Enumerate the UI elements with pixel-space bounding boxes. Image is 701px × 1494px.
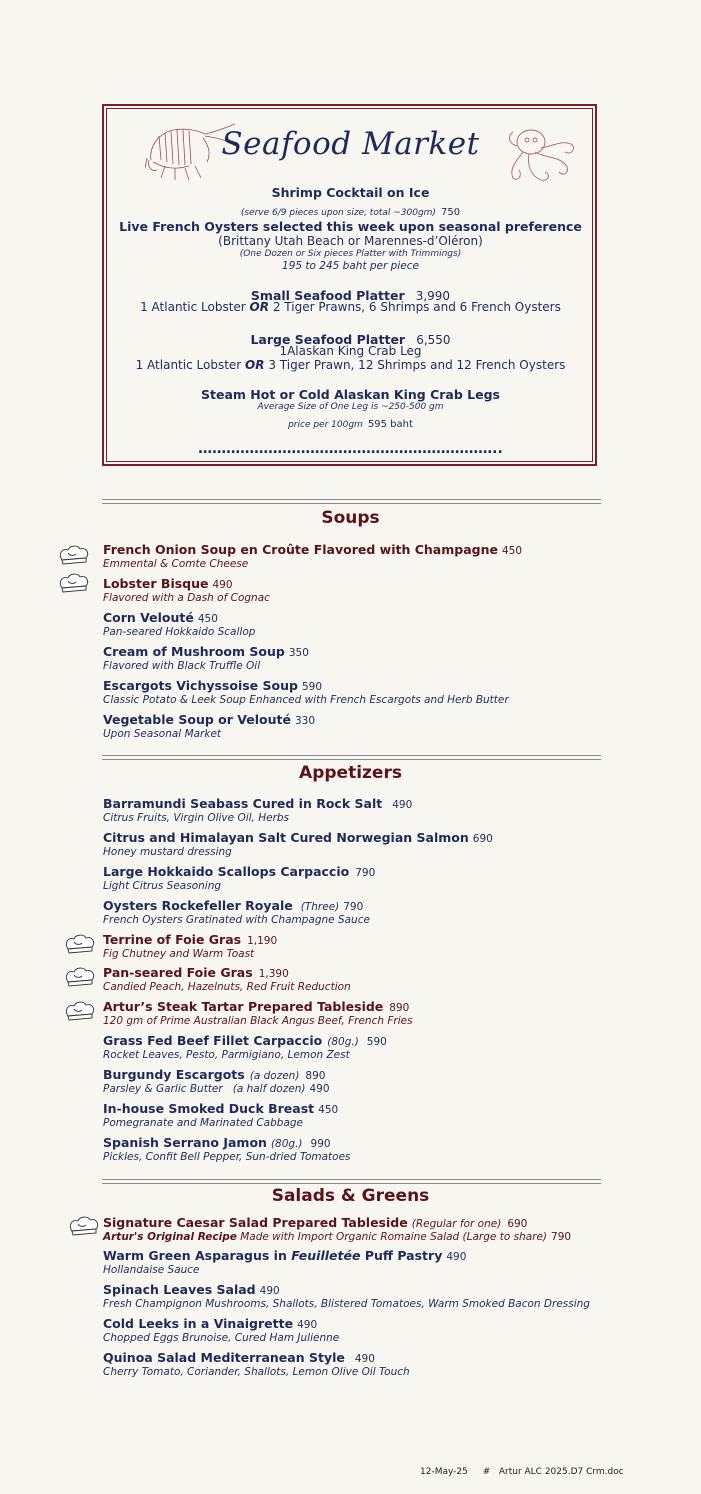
salad-price: 690 — [507, 1218, 528, 1230]
appetizer-item — [103, 999, 663, 1027]
appetizers-divider — [102, 755, 601, 760]
small-platter-or: OR — [249, 300, 269, 314]
salad-name-italic: Feuilletée — [291, 1248, 361, 1263]
salad-item — [103, 1248, 663, 1276]
appetizer-name: Oysters Rockefeller Royale — [103, 898, 293, 913]
large-platter-or: OR — [245, 358, 265, 372]
appetizer-desc: 120 gm of Prime Australian Black Angus Beef, French Fries — [103, 1015, 413, 1027]
large-platter-desc — [0, 358, 701, 372]
appetizer-price: 450 — [318, 1104, 339, 1116]
soup-item — [103, 576, 663, 604]
small-platter-desc — [0, 300, 701, 314]
soup-price: 490 — [212, 579, 233, 591]
appetizer-price: 990 — [310, 1138, 331, 1150]
appetizer-price: 1,390 — [258, 968, 289, 980]
appetizer-item — [103, 898, 663, 926]
appetizer-desc: Honey mustard dressing — [103, 846, 232, 858]
appetizer-qualifier: (80g.) — [270, 1138, 303, 1150]
small-platter-name: Small Seafood Platter — [250, 288, 405, 303]
oysters-price-line: 195 to 245 baht per piece — [282, 260, 419, 272]
salad-desc: Hollandaise Sauce — [103, 1264, 200, 1276]
salad-name-end: Puff Pastry — [364, 1248, 443, 1263]
soup-item — [103, 610, 663, 638]
salad-desc: Fresh Champignon Mushrooms, Shallots, Blistered Tomatoes, Warm Smoked Bacon Dressing — [103, 1298, 590, 1310]
soup-item — [103, 712, 663, 740]
shrimp-cocktail-price: 750 — [441, 207, 461, 218]
salad-item — [103, 1215, 663, 1243]
crab-legs-name: Steam Hot or Cold Alaskan King Crab Legs — [201, 387, 500, 402]
appetizer-price: 890 — [389, 1002, 410, 1014]
footer-date: 12-May-25 — [420, 1467, 468, 1477]
small-platter-price: 3,990 — [415, 289, 451, 303]
soup-desc: Flavored with Black Truffle Oil — [103, 660, 261, 672]
appetizer-item — [103, 796, 663, 824]
soup-item — [103, 542, 663, 570]
salads-title: Salads & Greens — [271, 1186, 430, 1206]
salad-name: Warm Green Asparagus in — [103, 1248, 287, 1263]
appetizer-desc: Citrus Fruits, Virgin Olive Oil, Herbs — [103, 812, 290, 824]
soup-desc: Classic Potato & Leek Soup Enhanced with French Escargots and Herb Butter — [103, 694, 509, 706]
soup-desc: Pan-seared Hokkaido Scallop — [103, 626, 256, 638]
appetizer-desc-text: Parsley & Garlic Butter (a half dozen) — [103, 1083, 306, 1095]
appetizer-name: In-house Smoked Duck Breast — [103, 1101, 315, 1116]
crab-legs-price-label: price per 100gm — [288, 420, 363, 430]
appetizer-desc: Candied Peach, Hazelnuts, Red Fruit Reduction — [103, 981, 351, 993]
soup-desc: Upon Seasonal Market — [103, 728, 222, 740]
appetizer-item — [103, 830, 663, 858]
chef-hat-icon — [68, 1215, 100, 1237]
salad-desc-price: 790 — [551, 1231, 572, 1243]
chef-hat-icon — [58, 544, 90, 566]
salad-desc-bold: Artur's Original Recipe — [103, 1231, 237, 1243]
chef-hat-icon — [58, 572, 90, 594]
appetizer-qualifier: (80g.) — [327, 1036, 359, 1048]
soup-name: Corn Velouté — [103, 610, 194, 625]
soup-name: Lobster Bisque — [103, 576, 209, 591]
appetizer-item — [103, 1101, 663, 1129]
appetizer-price: 790 — [355, 867, 376, 879]
appetizer-desc-price: 490 — [309, 1083, 330, 1095]
soup-price: 450 — [501, 545, 523, 557]
appetizer-desc: French Oysters Gratinated with Champagne Sauce — [103, 914, 370, 926]
appetizer-price: 590 — [366, 1036, 387, 1048]
appetizer-desc: Light Citrus Seasoning — [103, 880, 222, 892]
oysters-note: (One Dozen or Six pieces Platter with Trimmings) — [239, 249, 462, 259]
crab-legs-price-line — [0, 412, 701, 431]
appetizer-qualifier: (a dozen) — [249, 1070, 300, 1082]
appetizer-price: 790 — [343, 901, 364, 913]
soup-name: Vegetable Soup or Velouté — [103, 712, 291, 727]
large-platter-name: Large Seafood Platter — [250, 332, 406, 347]
large-platter-price: 6,550 — [416, 333, 451, 347]
appetizer-desc: Pickles, Confit Bell Pepper, Sun-dried Tomatoes — [103, 1151, 351, 1163]
soup-desc: Emmental & Comte Cheese — [103, 558, 249, 570]
soups-divider — [102, 499, 601, 504]
appetizers-title: Appetizers — [299, 763, 402, 783]
soup-item — [103, 678, 663, 706]
appetizer-desc — [103, 1083, 663, 1095]
appetizer-name: Artur’s Steak Tartar Prepared Tableside — [103, 999, 384, 1014]
appetizer-desc: Pomegranate and Marinated Cabbage — [103, 1117, 304, 1129]
crab-legs-note: Average Size of One Leg is ~250-500 gm — [257, 402, 444, 412]
appetizer-price: 690 — [472, 833, 493, 845]
shrimp-cocktail-note: (serve 6/9 pieces upon size, total ~300gm) — [240, 208, 436, 218]
salad-desc — [103, 1231, 663, 1243]
chef-hat-icon — [64, 966, 96, 988]
footer-ref: # Artur ALC 2025.D7 Crm.doc — [482, 1467, 624, 1477]
crab-legs-price: 595 baht — [367, 419, 413, 430]
soup-price: 350 — [288, 647, 309, 659]
large-platter-desc-a: 1 Atlantic Lobster — [135, 358, 242, 372]
chef-hat-icon — [64, 1000, 96, 1022]
appetizer-name: Barramundi Seabass Cured in Rock Salt — [103, 796, 383, 811]
appetizer-name: Large Hokkaido Scallops Carpaccio — [103, 864, 350, 879]
appetizer-desc: Fig Chutney and Warm Toast — [103, 948, 255, 960]
soups-title: Soups — [321, 508, 380, 528]
shrimp-cocktail-name: Shrimp Cocktail on Ice — [271, 185, 430, 200]
appetizer-name: Spanish Serrano Jamon — [103, 1135, 267, 1150]
salad-name: Spinach Leaves Salad — [103, 1282, 256, 1297]
soup-desc: Flavored with a Dash of Cognac — [103, 592, 270, 604]
salad-item — [103, 1316, 663, 1344]
appetizer-item — [103, 864, 663, 892]
oysters-name: Live French Oysters selected this week upon seasonal preference — [119, 219, 582, 234]
appetizer-price: 890 — [305, 1070, 326, 1082]
salad-qualifier: (Regular for one) — [411, 1218, 502, 1230]
appetizer-item — [103, 1033, 663, 1061]
appetizer-name: Citrus and Himalayan Salt Cured Norwegian Salmon — [103, 830, 469, 845]
salad-item — [103, 1282, 663, 1310]
appetizer-item — [103, 1067, 663, 1095]
salad-name: Cold Leeks in a Vinaigrette — [103, 1316, 294, 1331]
seafood-market-title: Seafood Market — [221, 126, 480, 162]
appetizer-name: Burgundy Escargots — [103, 1067, 245, 1082]
salad-item — [103, 1350, 663, 1378]
appetizer-item — [103, 1135, 663, 1163]
soup-price: 450 — [197, 613, 218, 625]
soup-name: Cream of Mushroom Soup — [103, 644, 285, 659]
salad-name: Quinoa Salad Mediterranean Style — [103, 1350, 345, 1365]
salad-price: 490 — [259, 1285, 280, 1297]
chef-hat-icon — [64, 933, 96, 955]
soup-price: 330 — [294, 715, 315, 727]
soup-item — [103, 644, 663, 672]
large-platter-line1: 1Alaskan King Crab Leg — [279, 344, 422, 358]
large-platter-desc-b: 3 Tiger Prawn, 12 Shrimps and 12 French Oysters — [268, 358, 566, 372]
appetizer-item — [103, 965, 663, 993]
soup-price: 590 — [301, 681, 322, 693]
shrimp-cocktail-line — [0, 200, 701, 219]
oysters-origin: (Brittany Utah Beach or Marennes-d’Oléron) — [218, 234, 483, 248]
small-platter-desc-a: 1 Atlantic Lobster — [140, 300, 246, 314]
appetizer-price: 1,190 — [247, 935, 278, 947]
appetizer-name: Terrine of Foie Gras — [103, 932, 242, 947]
appetizer-qualifier: (Three) — [300, 901, 340, 913]
soup-name: French Onion Soup en Croûte Flavored with Champagne — [103, 542, 498, 557]
appetizer-item — [103, 932, 663, 960]
seafood-dotted-line: ……………………………………………………….. — [198, 441, 503, 457]
salad-price: 490 — [354, 1353, 375, 1365]
salad-name: Signature Caesar Salad Prepared Tableside — [103, 1215, 408, 1230]
soup-name: Escargots Vichyssoise Soup — [103, 678, 298, 693]
salad-price: 490 — [446, 1251, 467, 1263]
salad-price: 490 — [297, 1319, 318, 1331]
salad-desc: Chopped Eggs Brunoise, Cured Ham Julienne — [103, 1332, 340, 1344]
appetizer-name: Pan-seared Foie Gras — [103, 965, 253, 980]
appetizer-desc: Rocket Leaves, Pesto, Parmigiano, Lemon Zest — [103, 1049, 350, 1061]
small-platter-desc-b: 2 Tiger Prawns, 6 Shrimps and 6 French Oysters — [272, 300, 561, 314]
salad-desc: Cherry Tomato, Coriander, Shallots, Lemon Olive Oil Touch — [103, 1366, 410, 1378]
appetizer-name: Grass Fed Beef Fillet Carpaccio — [103, 1033, 323, 1048]
salad-desc-text: Made with Import Organic Romaine Salad (Large to share) — [240, 1231, 548, 1243]
appetizer-price: 490 — [392, 799, 413, 811]
salads-divider — [102, 1179, 601, 1184]
document-footer — [420, 1467, 624, 1477]
